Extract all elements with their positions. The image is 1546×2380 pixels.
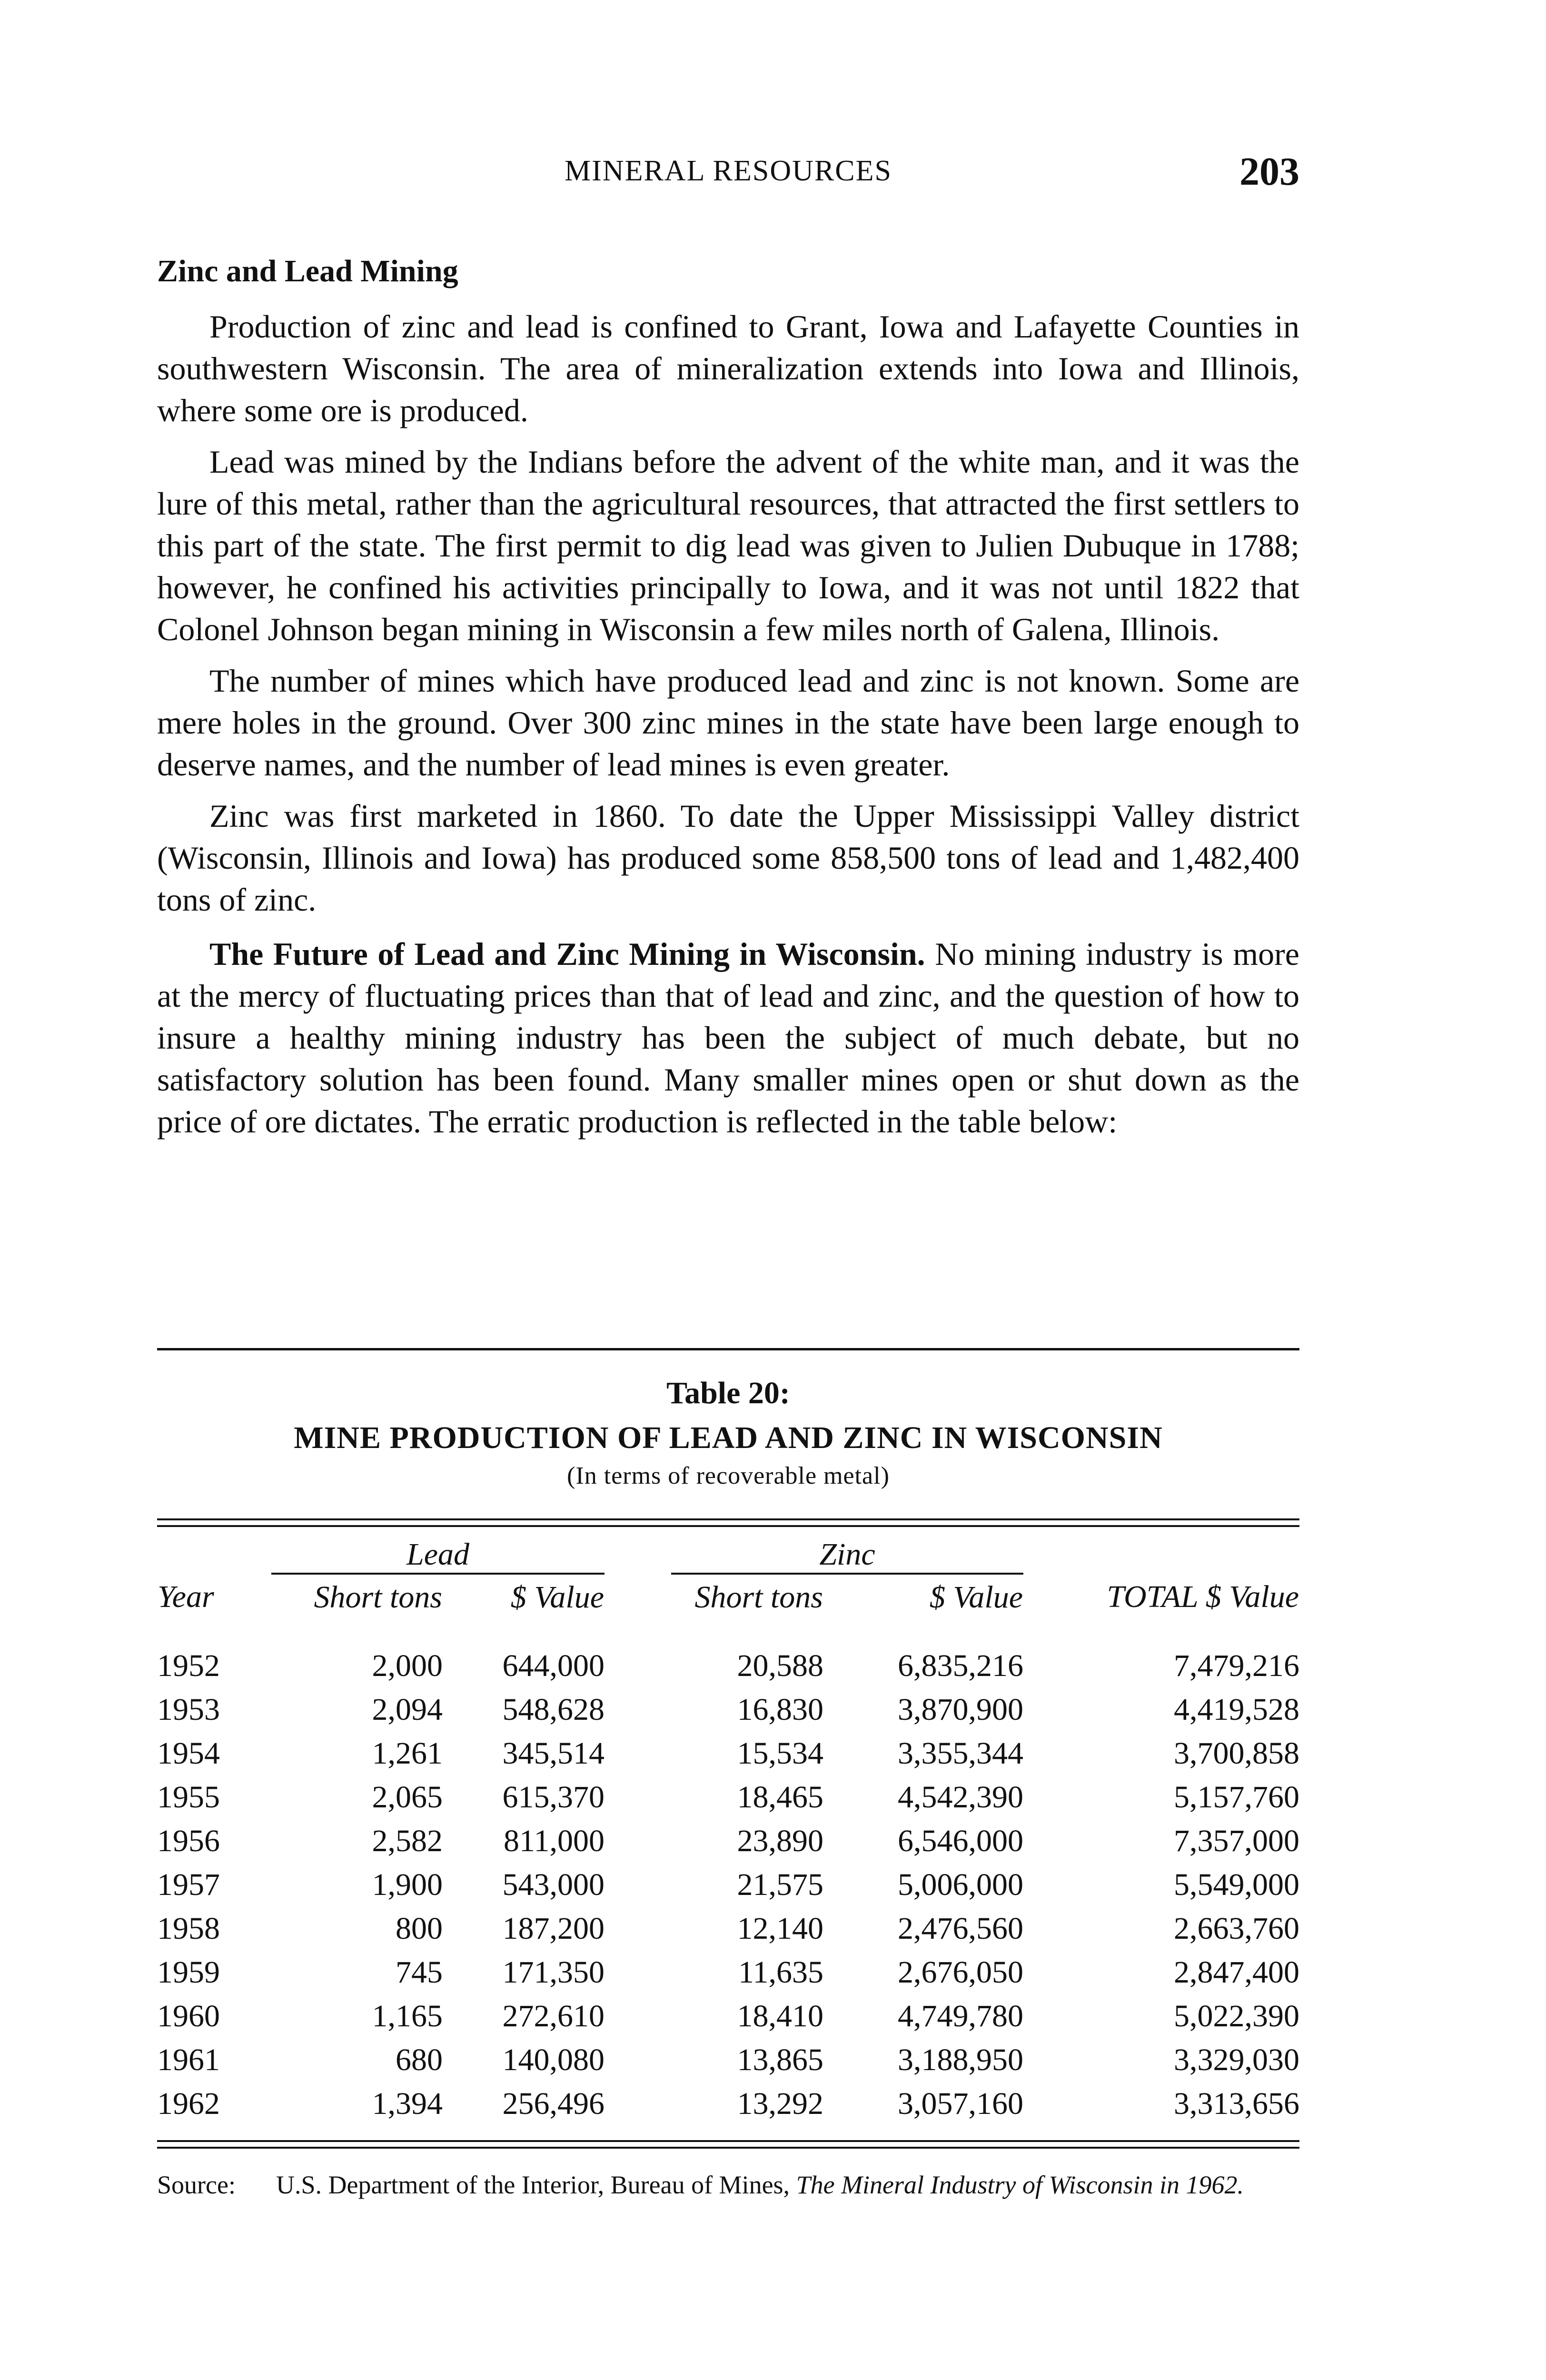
future-lead-in: The Future of Lead and Zinc Mining in Wisconsin. — [209, 936, 925, 972]
table-bottom-rule — [157, 2140, 1299, 2149]
cell-spacer — [605, 1775, 671, 1819]
table-group-header — [157, 1527, 1299, 1574]
source-title: The Mineral Industry of Wisconsin in 1962. — [796, 2171, 1244, 2199]
cell-lead-value: 140,080 — [502, 2043, 605, 2077]
cell-lead-value: 644,000 — [502, 1648, 605, 1683]
paragraph: Lead was mined by the Indians before the advent of the white man, and it was the lure of this metal, rather than the agricultural resources, that attracted the first settlers to this part of the state. The first permit to dig lead was given to Julien Dubuque in 1788; however, he confined his activities principally to Iowa, and it was not until 1822 that Colonel Johnson began mining in Wisconsin a few miles north of Galena, Illinois. — [157, 444, 1299, 647]
cell-zinc-short-tons: 20,588 — [737, 1648, 823, 1683]
cell-year: 1952 — [157, 1648, 220, 1683]
cell-spacer — [605, 1907, 671, 1951]
cell-zinc-value: 6,835,216 — [898, 1648, 1023, 1683]
cell-year: 1959 — [157, 1955, 220, 1990]
section-title: Zinc and Lead Mining — [157, 254, 458, 288]
cell-zinc-value: 3,870,900 — [898, 1692, 1023, 1727]
cell-total-value: 7,357,000 — [1174, 1824, 1299, 1858]
table-row — [157, 1863, 1299, 1907]
table-header-rule — [157, 1518, 1299, 1527]
cell-total-value: 2,847,400 — [1174, 1955, 1299, 1990]
cell-year: 1956 — [157, 1824, 220, 1858]
cell-zinc-short-tons: 13,292 — [737, 2086, 823, 2121]
paragraph: Production of zinc and lead is confined to Grant, Iowa and Lafayette Counties in southwestern Wisconsin. The area of mineralization extends into Iowa and Illinois, where some ore is produced. — [157, 308, 1299, 428]
table-block — [157, 1348, 1299, 2202]
table-row — [157, 2038, 1299, 2082]
cell-zinc-short-tons: 15,534 — [737, 1736, 823, 1771]
table-column-header — [157, 1574, 1299, 1644]
cell-zinc-short-tons: 13,865 — [737, 2043, 823, 2077]
table-top-rule — [157, 1348, 1299, 1350]
table-row — [157, 1688, 1299, 1732]
cell-zinc-value: 4,749,780 — [898, 1999, 1023, 2033]
cell-lead-value: 548,628 — [502, 1692, 605, 1727]
cell-zinc-value: 3,057,160 — [898, 2086, 1023, 2121]
cell-spacer — [605, 1732, 671, 1775]
production-table — [157, 1527, 1299, 2126]
cell-total-value: 3,313,656 — [1174, 2086, 1299, 2121]
cell-total-value: 2,663,760 — [1174, 1911, 1299, 1946]
table-row — [157, 1951, 1299, 1994]
cell-year: 1960 — [157, 1999, 220, 2033]
cell-year: 1958 — [157, 1911, 220, 1946]
cell-zinc-short-tons: 18,410 — [737, 1999, 823, 2033]
cell-spacer — [605, 1644, 671, 1688]
paragraph: The number of mines which have produced lead and zinc is not known. Some are mere holes in the ground. Over 300 zinc mines in the state have been large enough to deserve names, and the number of lead mines is even greater. — [157, 663, 1299, 783]
cell-lead-short-tons: 745 — [396, 1955, 443, 1990]
table-subtitle: MINE PRODUCTION OF LEAD AND ZINC IN WISCONSIN — [294, 1420, 1163, 1455]
cell-zinc-value: 2,476,560 — [898, 1911, 1023, 1946]
cell-zinc-value: 6,546,000 — [898, 1824, 1023, 1858]
cell-lead-value: 615,370 — [502, 1780, 605, 1815]
cell-year: 1961 — [157, 2043, 220, 2077]
paragraph: Zinc was first marketed in 1860. To date the Upper Mississippi Valley district (Wisconsin, Illinois and Iowa) has produced some 858,500 tons of lead and 1,482,400 tons of zinc. — [157, 798, 1299, 918]
cell-lead-value: 811,000 — [503, 1824, 605, 1858]
cell-zinc-value: 2,676,050 — [898, 1955, 1023, 1990]
cell-lead-value: 187,200 — [502, 1911, 605, 1946]
cell-lead-short-tons: 2,582 — [372, 1824, 443, 1858]
table-title: Table 20: — [666, 1376, 790, 1410]
cell-spacer — [605, 1951, 671, 1994]
body-text — [157, 306, 1299, 1152]
table-source — [157, 2168, 1299, 2202]
cell-zinc-short-tons: 16,830 — [737, 1692, 823, 1727]
cell-lead-short-tons: 1,900 — [372, 1867, 443, 1902]
cell-lead-value: 256,496 — [502, 2086, 605, 2121]
cell-year: 1955 — [157, 1780, 220, 1815]
cell-lead-short-tons: 2,000 — [372, 1648, 443, 1683]
cell-zinc-value: 3,188,950 — [898, 2043, 1023, 2077]
cell-spacer — [605, 2038, 671, 2082]
cell-spacer — [605, 1994, 671, 2038]
col-year: Year — [158, 1579, 214, 1614]
cell-lead-value: 543,000 — [502, 1867, 605, 1902]
cell-total-value: 5,022,390 — [1174, 1999, 1299, 2033]
cell-zinc-short-tons: 11,635 — [738, 1955, 823, 1990]
cell-zinc-short-tons: 23,890 — [737, 1824, 823, 1858]
cell-lead-short-tons: 1,261 — [372, 1736, 443, 1771]
cell-spacer — [605, 1863, 671, 1907]
table-row — [157, 1994, 1299, 2038]
cell-spacer — [605, 2082, 671, 2126]
group-lead: Lead — [271, 1527, 605, 1574]
cell-total-value: 3,329,030 — [1174, 2043, 1299, 2077]
cell-lead-value: 272,610 — [502, 1999, 605, 2033]
col-zinc-short-tons: Short tons — [694, 1580, 823, 1615]
cell-lead-short-tons: 1,165 — [372, 1999, 443, 2033]
table-row — [157, 1775, 1299, 1819]
cell-spacer — [605, 1688, 671, 1732]
cell-lead-value: 171,350 — [502, 1955, 605, 1990]
cell-zinc-short-tons: 21,575 — [737, 1867, 823, 1902]
table-note: (In terms of recoverable metal) — [567, 1462, 890, 1489]
table-row — [157, 1819, 1299, 1863]
source-label: Source: — [157, 2171, 236, 2199]
future-text: No mining industry is more at the mercy of fluctuating prices than that of lead and zinc, and the question of how to insure a healthy mining industry has been the subject of much debate, but no satisfactory solution has been found. Many smaller mines open or shut down as the price of ore dictates. The erratic production is reflected in the table below: — [157, 936, 1299, 1140]
page-header — [157, 151, 1299, 204]
cell-lead-short-tons: 2,065 — [372, 1780, 443, 1815]
cell-zinc-short-tons: 18,465 — [737, 1780, 823, 1815]
group-zinc: Zinc — [671, 1527, 1023, 1574]
cell-year: 1957 — [157, 1867, 220, 1902]
col-total-value: TOTAL $ Value — [1107, 1579, 1299, 1614]
col-lead-short-tons: Short tons — [314, 1580, 442, 1615]
table-row — [157, 2082, 1299, 2126]
running-head: MINERAL RESOURCES — [565, 155, 892, 187]
cell-year: 1954 — [157, 1736, 220, 1771]
paragraph-future — [157, 933, 1299, 1142]
cell-total-value: 7,479,216 — [1174, 1648, 1299, 1683]
cell-lead-value: 345,514 — [502, 1736, 605, 1771]
cell-lead-short-tons: 800 — [396, 1911, 443, 1946]
cell-total-value: 3,700,858 — [1174, 1736, 1299, 1771]
cell-total-value: 5,549,000 — [1174, 1867, 1299, 1902]
cell-lead-short-tons: 2,094 — [372, 1692, 443, 1727]
cell-lead-short-tons: 680 — [396, 2043, 443, 2077]
cell-zinc-value: 3,355,344 — [898, 1736, 1023, 1771]
col-lead-value: $ Value — [510, 1580, 604, 1615]
table-row — [157, 1644, 1299, 1688]
cell-zinc-short-tons: 12,140 — [737, 1911, 823, 1946]
cell-total-value: 4,419,528 — [1174, 1692, 1299, 1727]
cell-total-value: 5,157,760 — [1174, 1780, 1299, 1815]
col-zinc-value: $ Value — [929, 1580, 1023, 1615]
cell-spacer — [605, 1819, 671, 1863]
page-number: 203 — [1239, 149, 1299, 194]
cell-zinc-value: 5,006,000 — [898, 1867, 1023, 1902]
table-row — [157, 1907, 1299, 1951]
cell-year: 1962 — [157, 2086, 220, 2121]
source-text: U.S. Department of the Interior, Bureau of Mines, — [276, 2171, 790, 2199]
cell-zinc-value: 4,542,390 — [898, 1780, 1023, 1815]
table-row — [157, 1732, 1299, 1775]
cell-year: 1953 — [157, 1692, 220, 1727]
cell-lead-short-tons: 1,394 — [372, 2086, 443, 2121]
